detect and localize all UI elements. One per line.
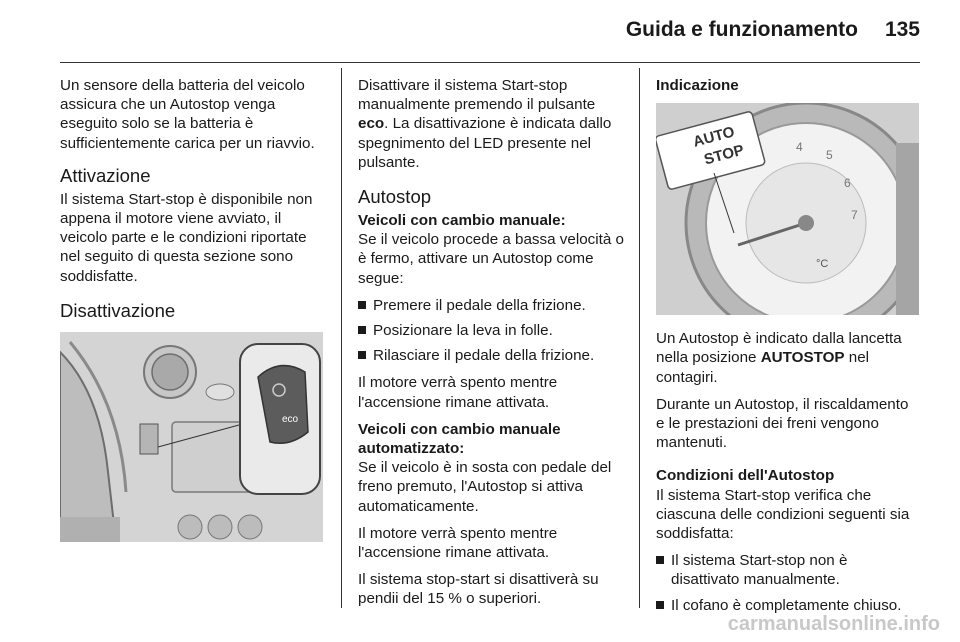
list-item: Il sistema Start-stop non è disattivato manualmente. <box>656 551 920 589</box>
deactivation-paragraph: Disattivare il sistema Start-stop manualmente premendo il pulsante eco. La disattivazione è indicata dallo spegnimento del LED presente nel pulsante. <box>358 77 612 171</box>
heading-indication: Indicazione <box>656 77 739 94</box>
during-autostop-paragraph: Durante un Autostop, il riscaldamento e le prestazioni dei freni vengono mantenuti. <box>656 395 909 452</box>
page-number: 135 <box>884 18 920 41</box>
watermark: carmanualsonline.info <box>727 613 940 635</box>
list-item: Posizionare la leva in folle. <box>358 321 626 340</box>
eco-button-ref: eco <box>358 115 385 133</box>
heading-automated-gearbox: Veicoli con cambio manuale automatizzato: <box>358 420 561 458</box>
heading-autostop: Autostop <box>358 186 432 208</box>
intro-paragraph: Un sensore della batteria del veicolo assicura che un Autostop venga eseguito solo se la batteria è sufficientemente carica per un riavvio. <box>60 77 315 152</box>
temperature-label: °C <box>816 258 829 271</box>
manual-steps-list <box>358 296 626 366</box>
column-divider-2 <box>639 68 640 608</box>
heading-activation: Attivazione <box>60 164 151 186</box>
indication-paragraph: Un Autostop è indicato dalla lancetta nella posizione AUTOSTOP nel contagiri. <box>656 330 902 386</box>
dashboard-eco-button-figure <box>60 332 323 542</box>
manual-paragraph: Se il veicolo procede a bassa velocità o è fermo, attivare un Autostop come segue: <box>358 231 624 287</box>
activation-paragraph: Il sistema Start-stop è disponibile non appena il motore viene avviato, il veicolo parte e le condizioni riportate nel seguito di questa sezione sono soddisfatte. <box>60 190 313 285</box>
slope-paragraph: Il sistema stop-start si disattiverà su pendii del 15 % o superiori. <box>358 571 599 608</box>
conditions-list <box>656 551 920 615</box>
svg-text:7: 7 <box>851 208 858 223</box>
automated-paragraph: Se il veicolo è in sosta con pedale del freno premuto, l'Autostop si attiva automaticamente. <box>358 459 612 515</box>
heading-deactivation: Disattivazione <box>60 299 176 321</box>
svg-text:5: 5 <box>826 148 833 163</box>
header-rule <box>60 62 920 63</box>
list-item: Rilasciare il pedale della frizione. <box>358 346 626 365</box>
page-title: Guida e funzionamento <box>625 18 858 41</box>
list-item: Premere il pedale della frizione. <box>358 296 626 315</box>
engine-off-paragraph-2: Il motore verrà spento mentre l'accensione rimane attivata. <box>358 524 558 562</box>
heading-conditions: Condizioni dell'Autostop <box>656 467 835 485</box>
column-1 <box>60 76 326 542</box>
conditions-paragraph: Il sistema Start-stop verifica che ciascuna delle condizioni seguenti sia soddisfatta: <box>656 486 910 543</box>
page-header <box>60 16 920 46</box>
eco-button-label: eco <box>282 413 299 425</box>
column-divider-1 <box>341 68 342 608</box>
svg-text:4: 4 <box>796 140 803 155</box>
tachometer-autostop-figure <box>656 103 919 315</box>
engine-off-paragraph-1: Il motore verrà spento mentre l'accensione rimane attivata. <box>358 374 558 411</box>
autostop-label-1: AUTO <box>691 123 737 151</box>
column-2 <box>358 76 626 617</box>
list-item: Il cofano è completamente chiuso. <box>656 596 920 615</box>
svg-text:6: 6 <box>844 176 851 191</box>
autostop-label-2: STOP <box>702 141 746 169</box>
column-3 <box>656 76 920 623</box>
heading-manual-gearbox: Veicoli con cambio manuale: <box>358 212 566 230</box>
